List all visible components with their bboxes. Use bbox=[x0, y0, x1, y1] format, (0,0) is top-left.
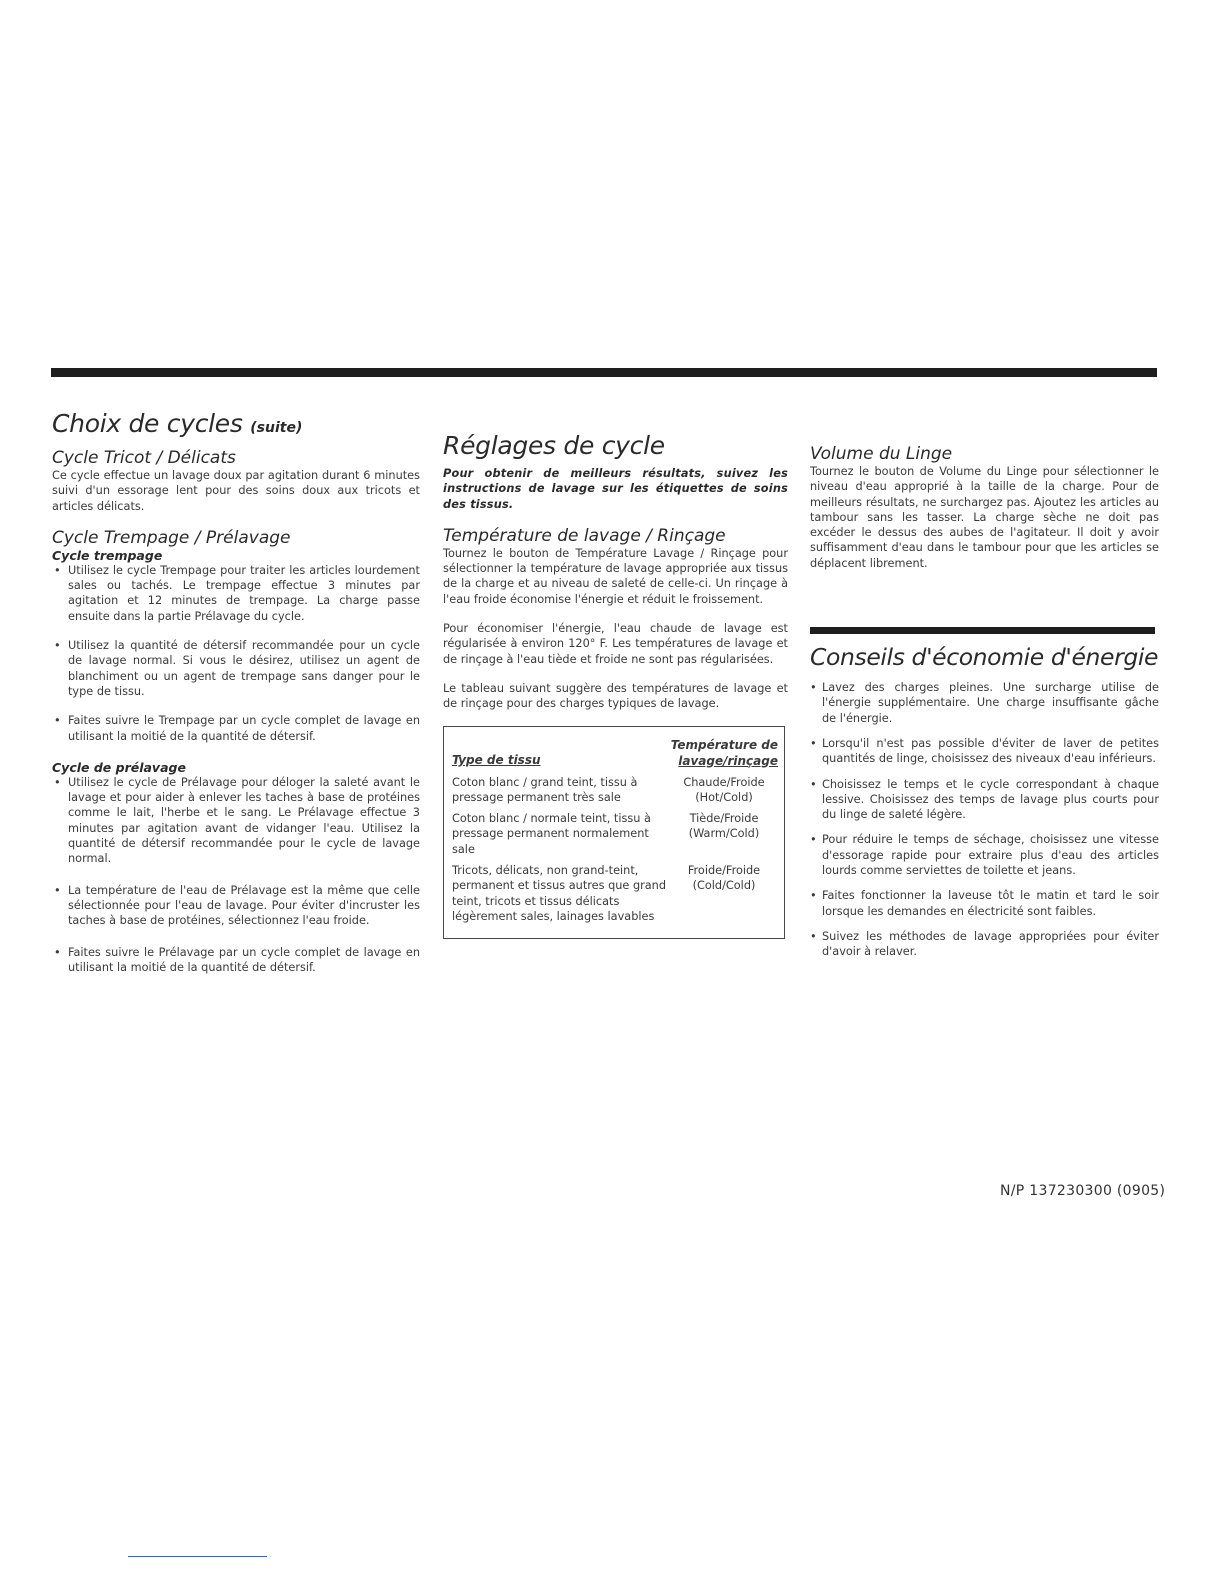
top-rule bbox=[51, 368, 1157, 377]
list-item: • Faites fonctionner la laveuse tôt le matin et tard le soir lorsque les demandes en électricité sont faibles. bbox=[810, 888, 1159, 919]
table-row: Tricots, délicats, non grand-teint, permanent et tissus autres que grand teint, tricots et tissus délicats légèrement sales, lainages lavables Froide/Froide (Cold/Cold) bbox=[452, 864, 761, 923]
temperature-table bbox=[443, 726, 785, 940]
heading-temperature: Température de lavage / Rinçage bbox=[443, 525, 726, 546]
section-title-energy: Conseils d'économie d'énergie bbox=[810, 643, 1159, 672]
table-header-row bbox=[452, 737, 778, 769]
table-header-fabric: Type de tissu bbox=[452, 753, 541, 768]
list-item: • Lavez des charges pleines. Une surcharge utilise de l'énergie supplémentaire. Une charge insuffisante gâche de l'énergie. bbox=[810, 680, 1159, 726]
heading-volume: Volume du Linge bbox=[810, 444, 953, 464]
subheading-cycle-prelavage: Cycle de prélavage bbox=[52, 759, 186, 775]
paragraph-temperature-2: Pour économiser l'énergie, l'eau chaude de lavage est régularisée à environ 120° F. Les températures de lavage et de rinçage à l'eau tiède et froide ne sont pas régularisées. bbox=[443, 622, 788, 666]
column-cycle-choice bbox=[52, 408, 420, 975]
column-volume-energy bbox=[810, 444, 1159, 960]
lead-instructions: Pour obtenir de meilleurs résultats, suivez les instructions de lavage sur les étiquettes de soins des tissus. bbox=[443, 467, 788, 511]
table-row: Coton blanc / normale teint, tissu à pressage permanent normalement sale Tiède/Froide (Warm/Cold) bbox=[452, 812, 760, 856]
list-item: • Lorsqu'il n'est pas possible d'éviter de laver de petites quantités de linge, choisissez des niveaux d'eau inférieurs. bbox=[810, 736, 1159, 767]
list-trempage bbox=[52, 563, 420, 744]
list-energy-tips bbox=[810, 680, 1159, 959]
list-item: • Choisissez le temps et le cycle correspondant à chaque lessive. Choisissez des temps de lavage plus courts pour du linge de saleté légère. bbox=[810, 777, 1159, 823]
table-header-temperature: Température de lavage/rinçage bbox=[670, 737, 778, 768]
column-cycle-settings bbox=[443, 430, 788, 939]
section-title-cycle-settings: Réglages de cycle bbox=[443, 431, 665, 460]
list-item: • Utilisez le cycle de Prélavage pour déloger la saleté avant le lavage et pour aider à enlever les taches à base de protéines comme le lait, l'herbe et le sang. Le Prélavage effectue 3 minutes par agitation avant de vidanger l'eau. Utilisez la quantité de détersif recommandée pour le cycle de lavage normal. bbox=[52, 775, 420, 867]
part-number: N/P 137230300 (0905) bbox=[1000, 1183, 1166, 1199]
section-title-cycle-choice: Choix de cycles (suite) bbox=[52, 409, 303, 438]
list-prelavage bbox=[52, 775, 420, 975]
list-item: • La température de l'eau de Prélavage est la même que celle sélectionnée pour l'eau de lavage. Pour éviter d'incruster les taches à base de protéines, sélectionnez l'eau froide. bbox=[52, 883, 420, 929]
table-row: Coton blanc / grand teint, tissu à pressage permanent très sale Chaude/Froide (Hot/Cold) bbox=[452, 775, 765, 804]
paragraph-volume: Tournez le bouton de Volume du Linge pour sélectionner le niveau d'eau approprié à la taille de la charge. Pour de meilleurs résultats, ne surchargez pas. Ajoutez les articles au tambour sans les tasser. La charge sèche ne doit pas excéder le dessus des aubes de l'agitateur. Il doit y avoir suffisamment d'eau dans le tambour pour que les articles se déplacent librement. bbox=[810, 465, 1159, 570]
list-item: • Pour réduire le temps de séchage, choisissez une vitesse d'essorage rapide pour extraire plus d'eau des articles lourds comme serviettes de toilette et jeans. bbox=[810, 832, 1159, 878]
list-item: • Faites suivre le Trempage par un cycle complet de lavage en utilisant la moitié de la quantité de détersif. bbox=[52, 713, 420, 744]
paragraph-temperature-1: Tournez le bouton de Température Lavage / Rinçage pour sélectionner la température de lavage appropriée aux tissus de la charge et au niveau de saleté de celle-ci. Un rinçage à l'eau froide économise l'énergie et réduit le froissement. bbox=[443, 546, 788, 606]
heading-tricot: Cycle Tricot / Délicats bbox=[52, 448, 236, 468]
energy-rule bbox=[810, 627, 1155, 634]
paragraph-temperature-3: Le tableau suivant suggère des températures de lavage et de rinçage pour des charges typiques de lavage. bbox=[443, 681, 788, 711]
list-item: • Utilisez la quantité de détersif recommandée pour un cycle de lavage normal. Si vous le désirez, utilisez un agent de blanchiment ou un agent de trempage sans danger pour le type de tissu. bbox=[52, 638, 420, 699]
list-item: • Utilisez le cycle Trempage pour traiter les articles lourdement sales ou tachés. Le trempage effectue 3 minutes par agitation et 12 minutes de trempage. La charge passe ensuite dans la partie Prélavage du cycle. bbox=[52, 563, 420, 624]
list-item: • Suivez les méthodes de lavage appropriées pour éviter d'avoir à relaver. bbox=[810, 929, 1159, 960]
bottom-link-underline[interactable] bbox=[128, 1556, 267, 1557]
heading-trempage: Cycle Trempage / Prélavage bbox=[52, 527, 291, 548]
subheading-cycle-trempage: Cycle trempage bbox=[52, 547, 163, 563]
paragraph-tricot: Ce cycle effectue un lavage doux par agitation durant 6 minutes suivi d'un essorage lent pour des soins doux aux tricots et articles délicats. bbox=[52, 469, 420, 513]
list-item: • Faites suivre le Prélavage par un cycle complet de lavage en utilisant la moitié de la quantité de détersif. bbox=[52, 945, 420, 976]
